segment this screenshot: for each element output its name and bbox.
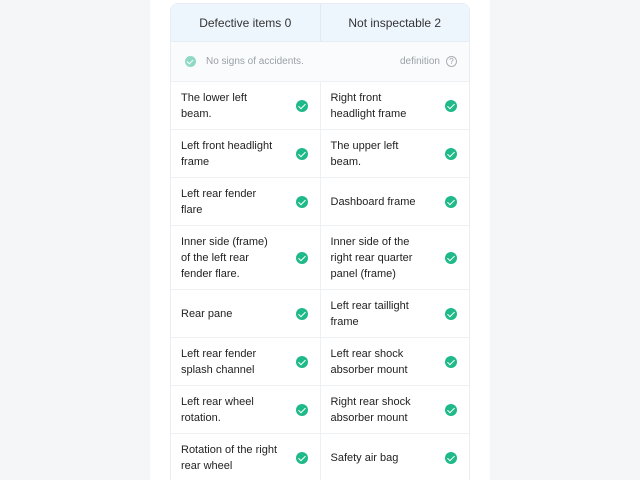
check-icon	[296, 452, 308, 464]
items-row	[171, 386, 469, 434]
check-icon	[445, 148, 457, 160]
definition-link[interactable]	[400, 56, 457, 67]
item-label: Rotation of the right rear wheel	[181, 443, 278, 472]
item-label: The upper left beam.	[330, 139, 399, 168]
item-label: Left rear fender flare	[181, 187, 257, 216]
check-icon	[296, 252, 308, 264]
inspection-item	[171, 386, 320, 433]
inspection-item	[171, 130, 320, 177]
check-icon	[445, 196, 457, 208]
inspection-item	[171, 434, 320, 480]
check-icon	[445, 452, 457, 464]
item-label: Inner side (frame) of the left rear fender flare.	[181, 235, 268, 280]
items-row	[171, 434, 469, 480]
check-icon	[296, 100, 308, 112]
inspection-item	[320, 226, 470, 289]
inspection-card	[170, 3, 470, 480]
items-row	[171, 130, 469, 178]
item-label: Right rear shock absorber mount	[330, 395, 411, 424]
item-label: Left rear shock absorber mount	[330, 347, 408, 376]
inspection-item	[320, 434, 470, 480]
inspection-item	[320, 386, 470, 433]
item-label: Left rear wheel rotation.	[181, 395, 254, 424]
item-label: Left rear taillight frame	[330, 299, 409, 328]
check-icon	[296, 308, 308, 320]
items-row	[171, 226, 469, 290]
inspection-item	[171, 178, 320, 225]
items-row	[171, 290, 469, 338]
item-label: Inner side of the right rear quarter panel (frame)	[330, 235, 413, 280]
inspection-item	[320, 130, 470, 177]
inspection-item	[171, 290, 320, 337]
inspection-item	[171, 82, 320, 129]
inspection-item	[320, 82, 470, 129]
check-icon	[296, 196, 308, 208]
definition-label: definition	[399, 56, 440, 67]
item-label: Safety air bag	[330, 451, 399, 464]
help-icon[interactable]: ?	[446, 56, 457, 67]
page	[150, 0, 490, 480]
check-icon	[445, 404, 457, 416]
inspection-item	[320, 338, 470, 385]
inspection-item	[171, 226, 320, 289]
inspection-items-grid	[171, 82, 469, 480]
inspection-item	[171, 338, 320, 385]
items-row	[171, 82, 469, 130]
tab-defective-items[interactable]: Defective items 0	[199, 15, 292, 30]
check-icon	[445, 308, 457, 320]
notice-text: No signs of accidents.	[206, 56, 304, 67]
check-icon	[445, 356, 457, 368]
inspection-item	[320, 178, 470, 225]
check-icon	[296, 356, 308, 368]
inspection-item	[320, 290, 470, 337]
tab-bar	[171, 4, 469, 42]
item-label: Dashboard frame	[330, 195, 416, 208]
item-label: Left front headlight frame	[181, 139, 273, 168]
item-label: Left rear fender splash channel	[181, 347, 257, 376]
check-icon	[445, 252, 457, 264]
item-label: The lower left beam.	[181, 91, 248, 120]
items-row	[171, 178, 469, 226]
check-icon	[296, 404, 308, 416]
check-icon	[296, 148, 308, 160]
check-circle-icon	[185, 56, 196, 67]
tab-not-inspectable[interactable]: Not inspectable 2	[320, 4, 470, 41]
accident-notice	[171, 42, 469, 82]
items-row	[171, 338, 469, 386]
item-label: Right front headlight frame	[330, 91, 407, 120]
item-label: Rear pane	[181, 307, 233, 320]
check-icon	[445, 100, 457, 112]
